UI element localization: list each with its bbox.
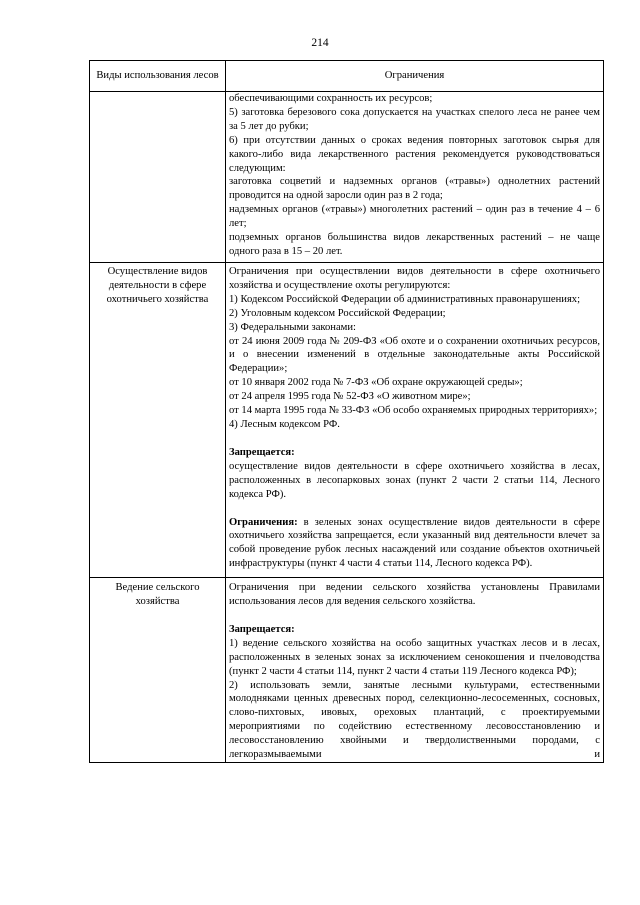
text-line: обеспечивающими сохранность их ресурсов; xyxy=(229,93,433,104)
header-usage-types: Виды использования лесов xyxy=(90,61,226,92)
table-header-row xyxy=(90,61,604,92)
row-label xyxy=(90,92,226,263)
text-line: 1) Кодексом Российской Федерации об административных правонарушениях; xyxy=(229,293,581,305)
text-line: от 24 июня 2009 года № 209-ФЗ «Об охоте и о сохранении охотничьих ресурсов, и о внесении изменений в отдельные законодательные акты Российской Федерации»; xyxy=(229,335,600,375)
row-label: Осуществление видов деятельности в сфере охотничьего хозяйства xyxy=(90,263,226,578)
restriction-text: в зеленых зонах осуществление видов деятельности в сфере охотничьего хозяйства запрещается, если указанный вид деятельности влечет за собой проведение рубок лесных насаждений или создание объектов охотничьей инфраструктуры (пункт 4 части 4 статьи 114, Лесного кодекса РФ). xyxy=(229,516,600,570)
text-line: надземных органов («травы») многолетних растений – один раз в течение 4 – 6 лет; xyxy=(229,204,600,230)
text-line: Ограничения при осуществлении видов деятельности в сфере охотничьего хозяйства и осуществление охоты регулируются: xyxy=(229,266,600,291)
row-label: Ведение сельского хозяйства xyxy=(90,578,226,763)
text-line: заготовка соцветий и надземных органов («травы») однолетних растений проводится на одной заросли один раз в 2 года; xyxy=(229,176,600,202)
header-restrictions: Ограничения xyxy=(226,61,604,92)
text-line: 5) заготовка березового сока допускается на участках спелого леса не ранее чем за 5 лет до рубки; xyxy=(229,106,600,132)
table-row xyxy=(90,263,604,578)
text-line: 4) Лесным кодексом РФ. xyxy=(229,418,340,430)
text-line: от 14 марта 1995 года № 33-ФЗ «Об особо охраняемых природных территориях»; xyxy=(229,405,598,417)
list-item: 2) использовать земли, занятые лесными культурами, естественными молодняками ценных древесных пород, селекционно-лесосеменных, сосновых, слово-пихтовых, ивовых, ореховых плантаций, с проектируемыми мероприятиями по содействию естественному лесовосстановлению и лесовосстановлению хвойными и твердолиственными породами, с легкоразмываемыми и xyxy=(229,679,600,761)
text-line: 2) Уголовным кодексом Российской Федерации; xyxy=(229,307,446,319)
text-line: 6) при отсутствии данных о сроках ведения повторных заготовок сырья для какого-либо вида лекарственного растения рекомендуется руководствоваться следующим: xyxy=(229,134,600,174)
intro-text: Ограничения при ведении сельского хозяйства установлены Правилами использования лесов для ведения сельского хозяйства. xyxy=(229,582,600,608)
row-content xyxy=(226,263,604,578)
restrictions-table xyxy=(89,60,604,763)
restriction-heading: Ограничения: xyxy=(229,516,298,528)
table-row xyxy=(90,578,604,763)
page-number: 214 xyxy=(311,37,329,49)
list-item: 1) ведение сельского хозяйства на особо защитных участках лесов и в лесах, расположенных в зеленых зонах за исключением сенокошения и пчеловодства (пункт 2 части 4 статьи 114, пункт 2 части 4 статьи 119 Лесного кодекса РФ); xyxy=(229,637,600,677)
text-line: от 10 января 2002 года № 7-ФЗ «Об охране окружающей среды»; xyxy=(229,377,523,389)
text-line: 3) Федеральными законами: xyxy=(229,321,356,333)
row-content xyxy=(226,92,604,263)
forbidden-heading: Запрещается: xyxy=(229,623,295,635)
text-line: подземных органов большинства видов лекарственных растений – не чаще одного раза в 15 – 20 лет. xyxy=(229,232,600,257)
text-line: от 24 апреля 1995 года № 52-ФЗ «О животном мире»; xyxy=(229,391,471,403)
row-content xyxy=(226,578,604,763)
restriction-paragraph xyxy=(229,516,600,572)
forbidden-text: осуществление видов деятельности в сфере охотничьего хозяйства в лесах, расположенных в лесопарковых зонах (пункт 2 части 2 статьи 114, Лесного кодекса РФ). xyxy=(229,460,600,500)
table-row xyxy=(90,92,604,263)
forbidden-heading: Запрещается: xyxy=(229,446,295,458)
